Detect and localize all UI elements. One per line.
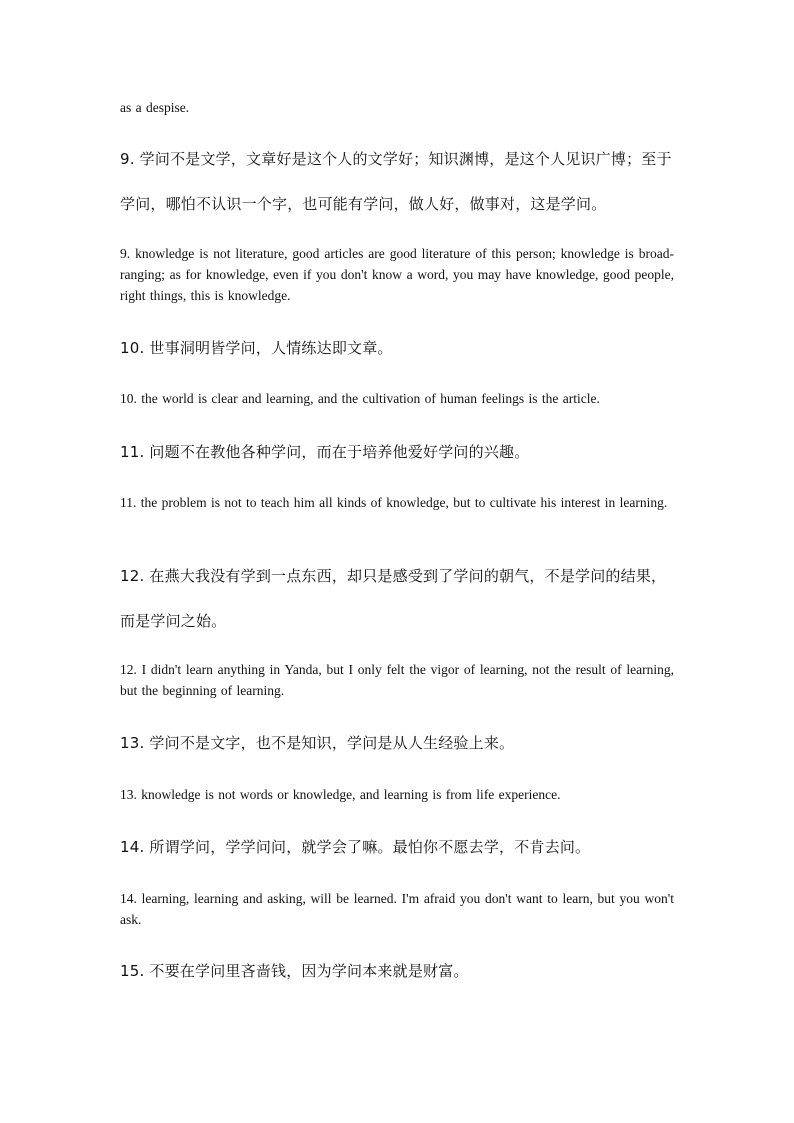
quote-9-english: 9. knowledge is not literature, good articles are good literature of this person; knowledge is broad-ranging; as for knowledge, even if you don't know a word, you may have knowledge, good people, right things, this is knowledge.	[120, 246, 674, 303]
quote-13-chinese: 13. 学问不是文字，也不是知识，学问是从人生经验上来。	[120, 734, 515, 752]
quote-15-chinese: 15. 不要在学问里吝啬钱，因为学问本来就是财富。	[120, 962, 469, 980]
quote-11-english: 11. the problem is not to teach him all kinds of knowledge, but to cultivate his interest in learning.	[120, 495, 668, 510]
quote-11-chinese: 11. 问题不在教他各种学问，而在于培养他爱好学问的兴趣。	[120, 443, 530, 461]
quote-10-chinese: 10. 世事洞明皆学问，人情练达即文章。	[120, 339, 393, 357]
quote-9-chinese: 9. 学问不是文学，文章好是这个人的文学好；知识渊博，是这个人见识广博；至于学问，哪怕不认识一个字，也可能有学问，做人好，做事对，这是学问。	[120, 150, 672, 213]
quote-10-english: 10. the world is clear and learning, and the cultivation of human feelings is the article.	[120, 391, 600, 406]
quote-12-english: 12. I didn't learn anything in Yanda, but I only felt the vigor of learning, not the result of learning, but the beginning of learning.	[120, 662, 674, 698]
quote-13-english: 13. knowledge is not words or knowledge, and learning is from life experience.	[120, 787, 561, 802]
paragraph-fragment: as a despise.	[120, 100, 190, 115]
quote-14-english: 14. learning, learning and asking, will be learned. I'm afraid you don't want to learn, but you won't ask.	[120, 891, 674, 927]
quote-12-chinese: 12. 在燕大我没有学到一点东西，却只是感受到了学问的朝气，不是学问的结果，而是学问之始。	[120, 567, 667, 630]
quote-14-chinese: 14. 所谓学问，学学问问，就学会了嘛。最怕你不愿去学，不肯去问。	[120, 838, 591, 856]
